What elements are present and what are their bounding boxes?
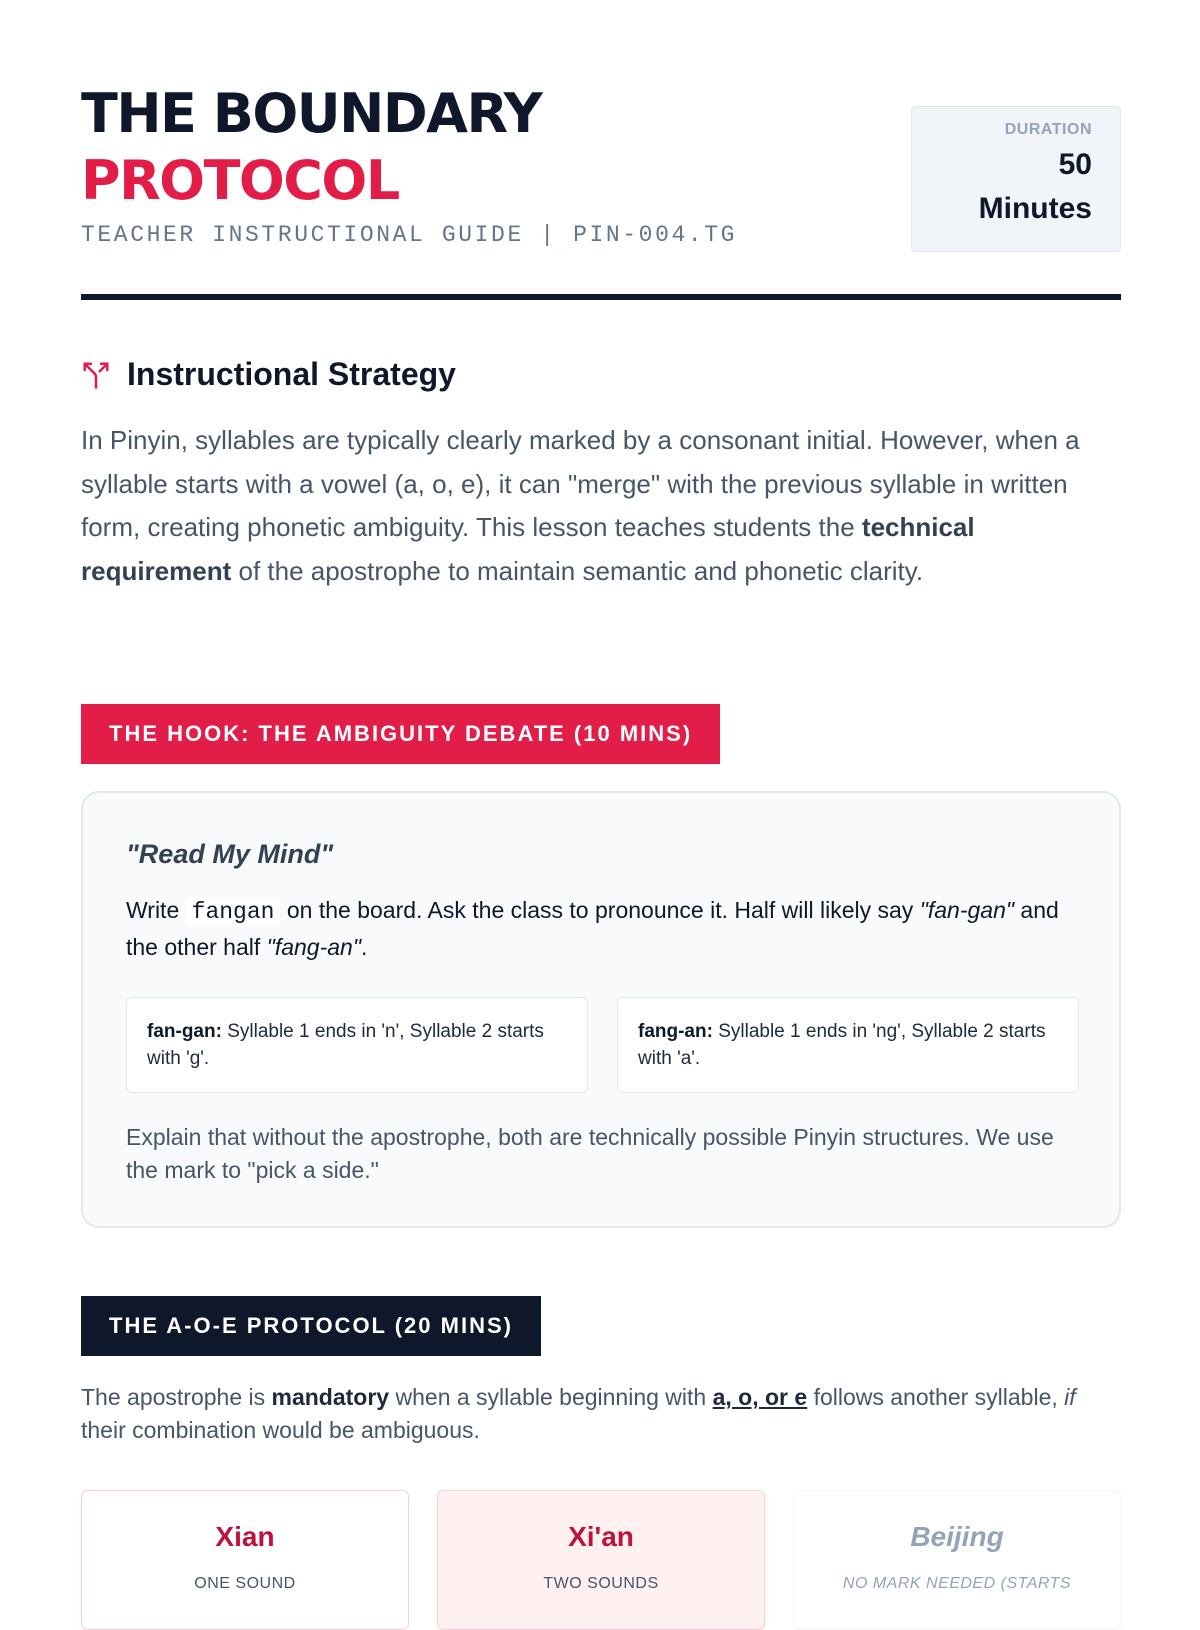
aoe-text-3: follows another syllable,: [807, 1384, 1065, 1410]
aoe-banner: THE A-O-E PROTOCOL (20 MINS): [81, 1296, 541, 1356]
hook-text-1: Write: [126, 897, 186, 923]
strategy-title: Instructional Strategy: [127, 356, 456, 392]
example-card-xi-an: [437, 1490, 765, 1630]
example-caption: TWO SOUNDS: [543, 1575, 659, 1592]
duration-value: 50: [1058, 148, 1092, 181]
option-a-desc: Syllable 1 ends in 'n', Syllable 2 starts with 'g'.: [147, 1021, 544, 1069]
example-card-beijing: [793, 1490, 1121, 1630]
duration-unit: Minutes: [978, 192, 1092, 225]
option-b-desc: Syllable 1 ends in 'ng', Syllable 2 starts with 'a'.: [638, 1021, 1046, 1069]
page-title-line-1: THE BOUNDARY: [81, 82, 542, 145]
page-title-line-2: PROTOCOL: [81, 149, 399, 212]
option-b-term: fang-an:: [638, 1021, 713, 1042]
aoe-text-4: their combination would be ambiguous.: [81, 1417, 480, 1443]
strategy-paragraph: [81, 419, 1121, 593]
lesson-page: [81, 0, 1121, 1592]
example-word: Xi'an: [568, 1521, 634, 1552]
hook-title: "Read My Mind": [126, 839, 334, 869]
strategy-text-1: In Pinyin, syllables are typically clearly marked by a consonant initial. However, when a syllable starts with a vowel (a, o, e), it can "merge" with the previous syllable in written form, creating phonetic ambiguity. This lesson teaches students the: [81, 425, 1080, 542]
hook-card: [81, 791, 1121, 1228]
aoe-text-1: The apostrophe is: [81, 1384, 272, 1410]
hook-text-4: .: [361, 934, 368, 960]
hook-banner: THE HOOK: THE AMBIGUITY DEBATE (10 MINS): [81, 704, 720, 764]
example-caption: NO MARK NEEDED (STARTS: [842, 1575, 1072, 1592]
header-divider: [81, 294, 1121, 300]
aoe-text-2: when a syllable beginning with: [389, 1384, 713, 1410]
option-card-fang-an: [617, 997, 1079, 1093]
example-word: Beijing: [910, 1521, 1004, 1552]
example-card-xian: [81, 1490, 409, 1630]
example-caption: ONE SOUND: [194, 1575, 296, 1592]
hook-text-3: and the other half: [126, 897, 1059, 960]
header: [81, 0, 1121, 300]
strategy-heading: [81, 356, 456, 393]
hook-quote-2: "fang-an": [266, 934, 361, 960]
hook-code: fangan: [186, 897, 281, 927]
option-card-fan-gan: [126, 997, 588, 1093]
hook-note: Explain that without the apostrophe, both are technically possible Pinyin structures. We use the mark to "pick a side.": [126, 1124, 1054, 1183]
example-word: Xian: [215, 1521, 275, 1552]
aoe-bold: mandatory: [271, 1384, 390, 1410]
strategy-text-2: of the apostrophe to maintain semantic and phonetic clarity.: [231, 555, 924, 586]
strategy-bold: technical requirement: [81, 512, 975, 586]
duration-box: [911, 106, 1121, 252]
hook-quote-1: "fan-gan": [919, 897, 1015, 923]
option-a-term: fan-gan:: [147, 1021, 222, 1042]
duration-label: DURATION: [1004, 121, 1092, 138]
aoe-italic: if: [1064, 1384, 1076, 1410]
aoe-underlined: a, o, or e: [712, 1384, 808, 1410]
split-arrows-icon: [81, 360, 111, 390]
aoe-paragraph: [81, 1381, 1121, 1447]
hook-instructions: [126, 893, 1066, 965]
page-subtitle: TEACHER INSTRUCTIONAL GUIDE | PIN-004.TG: [81, 222, 738, 248]
hook-text-2: on the board. Ask the class to pronounce it. Half will likely say: [280, 897, 920, 923]
